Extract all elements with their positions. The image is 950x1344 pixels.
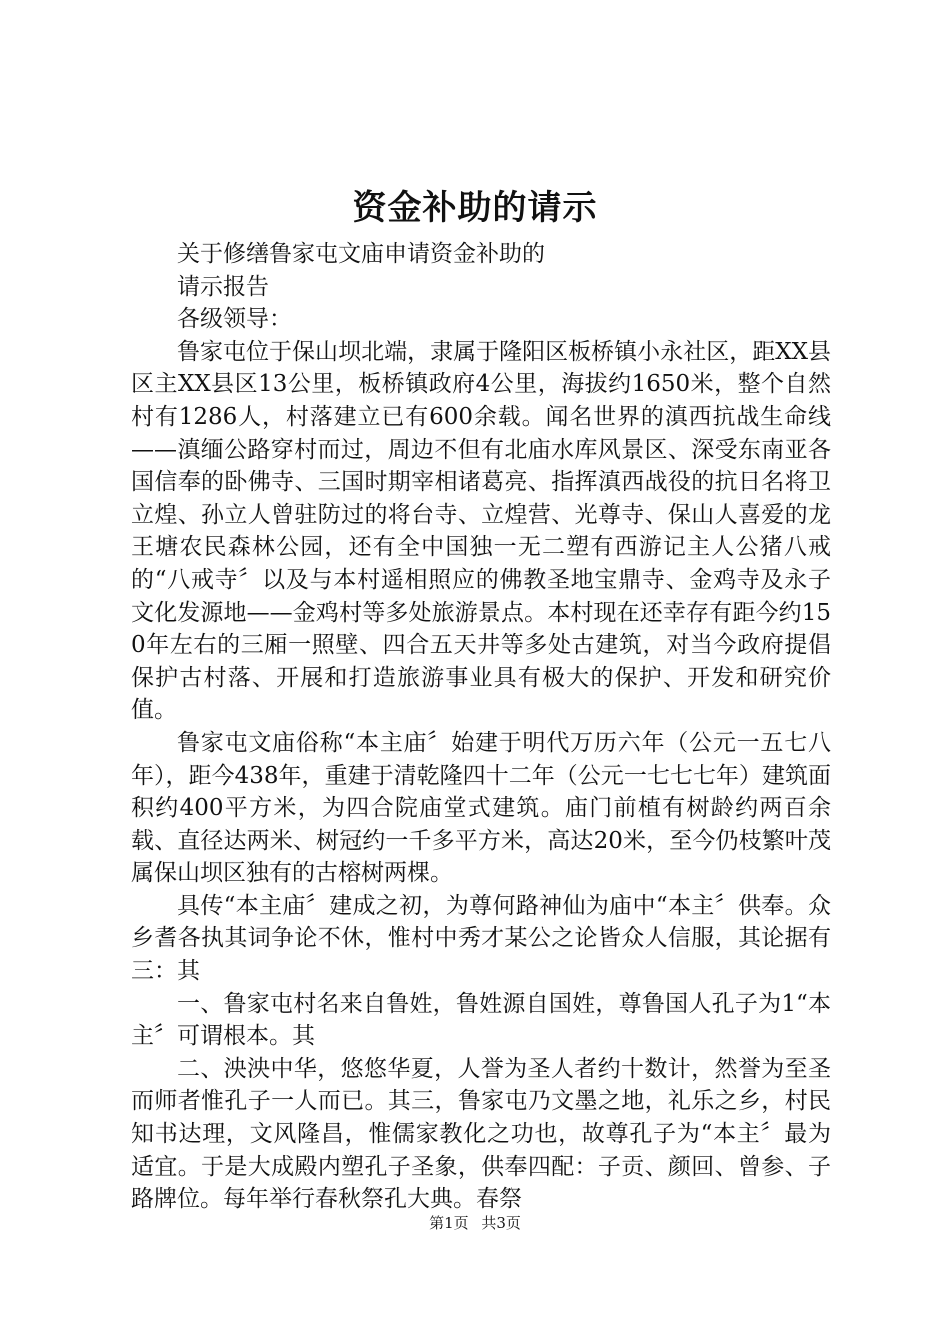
salutation: 各级领导： [177, 306, 292, 333]
body-paragraph: 具传“本主庙〞建成之初，为尊何路神仙为庙中“本主〞供奉。众乡耆各执其词争论不休，惟村中秀才某公之论皆众人信服，其论据有三：其 [131, 892, 831, 985]
document-body [131, 238, 831, 1216]
page-footer [0, 1212, 950, 1234]
subject-line-1: 关于修缮鲁家屯文庙申请资金补助的 [177, 241, 545, 267]
document-title: 资金补助的请示 [352, 188, 598, 228]
body-paragraph: 鲁家屯文庙俗称“本主庙〞始建于明代万历六年（公元一五七八年），距今438年，重建于清乾隆四十二年（公元一七七七年）建筑面积约400平方米，为四合院庙堂式建筑。庙门前植有树龄约两百余载、直径达两米、树冠约一千多平方米，高达20米，至今仍枝繁叶茂属保山坝区独有的古榕树两棵。 [131, 729, 831, 887]
subject-line-2: 请示报告 [177, 273, 269, 300]
page-number: 第1页 [429, 1214, 469, 1232]
body-paragraph: 一、鲁家屯村名来自鲁姓，鲁姓源自国姓，尊鲁国人孔子为1“本主〞可谓根本。其 [131, 990, 831, 1050]
page-count: 共3页 [481, 1214, 521, 1232]
body-paragraph: 鲁家屯位于保山坝北端，隶属于隆阳区板桥镇小永社区，距XX县区主XX县区13公里，板桥镇政府4公里，海拔约1650米，整个自然村有1286人，村落建立已有600余载。闻名世界的滇西抗战生命线——滇缅公路穿村而过，周边不但有北庙水库风景区、深受东南亚各国信奉的卧佛寺、三国时期宰相诸葛亮、指挥滇西战役的抗日名将卫立煌、孙立人曾驻防过的将台寺、立煌营、光尊寺、保山人喜爱的龙王塘农民森林公园，还有全中国独一无二塑有西游记主人公猪八戒的“八戒寺〞以及与本村遥相照应的佛教圣地宝鼎寺、金鸡寺及永子文化发源地——金鸡村等多处旅游景点。本村现在还幸存有距今约150年左右的三厢一照壁、四合五天井等多处古建筑，对当今政府提倡保护古村落、开展和打造旅游事业具有极大的保护、开发和研究价值。 [131, 338, 831, 724]
body-paragraph: 二、泱泱中华，悠悠华夏，人誉为圣人者约十数计，然誉为至圣而师者惟孔子一人而已。其三，鲁家屯乃文墨之地，礼乐之乡，村民知书达理，文风隆昌，惟儒家教化之功也，故尊孔子为“本主〞最为适宜。于是大成殿内塑孔子圣象，供奉四配：子贡、颜回、曾参、子路牌位。每年举行春秋祭孔大典。春祭 [131, 1055, 831, 1213]
